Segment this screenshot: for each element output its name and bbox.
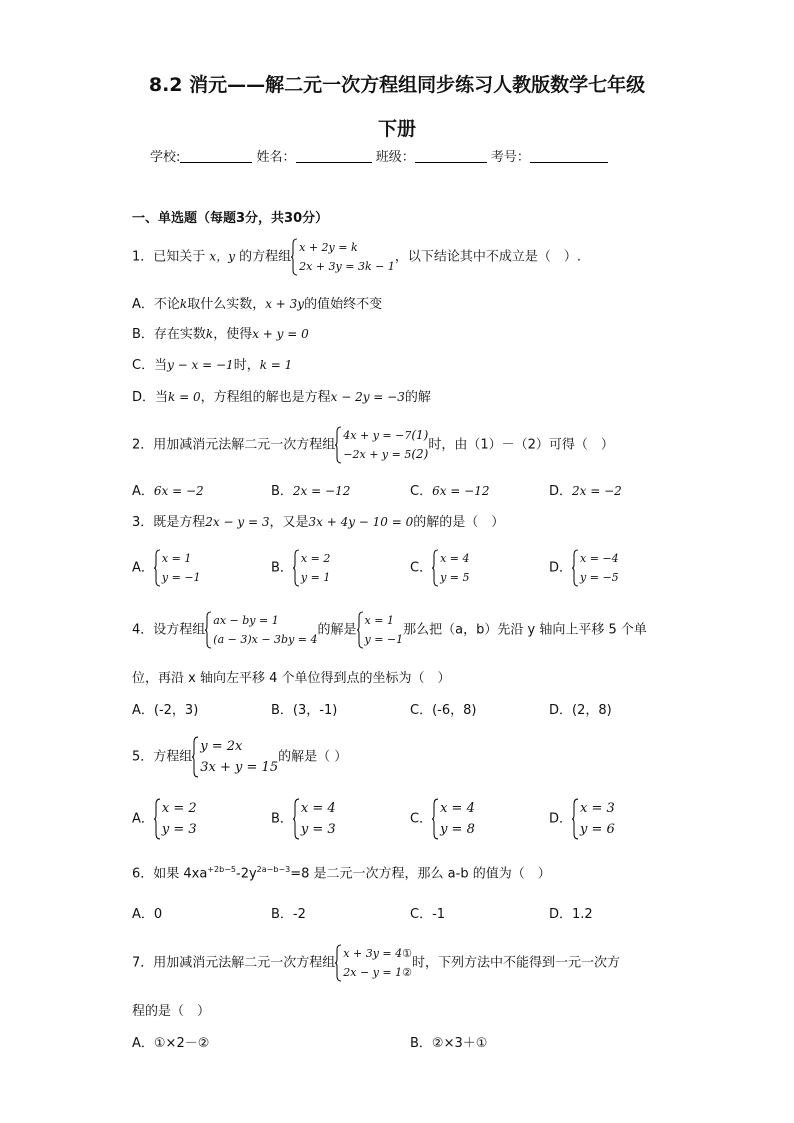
option-c[interactable]: C．-1 [410,907,446,922]
equation-system: x + 2y = k 2x + 3y = 3k − 1 [291,238,395,276]
student-info-row [150,146,608,165]
option-d[interactable]: D．当k = 0，方程组的解也是方程x − 2y = −3的解 [132,390,431,405]
question-7: 7．用加减消元法解二元一次方程组 x + 3y = 4① 2x − y = 1② 时，下列方法中不能得到一元一次方 [132,944,620,982]
class-field[interactable] [415,150,487,163]
number-label: 考号： [490,150,530,165]
option-c[interactable]: C．当y − x = −1时，k = 1 [132,358,293,373]
equation-system: 4x + y = −7(1) −2x + y = 5(2) [335,426,428,464]
question-2: 2．用加减消元法解二元一次方程组 4x + y = −7(1) −2x + y = 5(2) 时，由（1）－（2）可得（ ） [132,426,614,464]
option-c[interactable]: C． x = 4 y = 5 [410,549,470,587]
option-b[interactable]: B．存在实数k，使得x + y = 0 [132,327,309,342]
option-a[interactable]: A． x = 1 y = −1 [132,549,201,587]
question-5: 5．方程组 y = 2x 3x + y = 15 的解是（ ） [132,739,348,775]
option-d[interactable]: D． x = −4 y = −5 [549,549,619,587]
option-a[interactable]: A．(-2，3) [132,703,199,718]
school-label: 学校: [150,150,181,165]
option-d[interactable]: D．2x = −2 [549,484,622,499]
option-d[interactable]: D． x = 3 y = 6 [549,801,615,837]
option-d[interactable]: D．1.2 [549,907,593,922]
option-b[interactable]: B．②×3＋① [410,1036,488,1051]
option-b[interactable]: B．(3，-1) [271,703,338,718]
option-a[interactable]: A．不论k取什么实数，x + 3y的值始终不变 [132,297,383,312]
option-c[interactable]: C． x = 4 y = 8 [410,801,475,837]
school-field[interactable] [180,150,252,163]
section-heading: 一、单选题（每题3分，共30分） [132,211,329,226]
option-b[interactable]: B． x = 2 y = 1 [271,549,330,587]
option-a[interactable]: A．0 [132,907,163,922]
question-1: 1．已知关于 x，y 的方程组 x + 2y = k 2x + 3y = 3k − 1 ，以下结论其中不成立是（ ）. [132,238,581,276]
option-b[interactable]: B．2x = −12 [271,484,351,499]
question-4: 4．设方程组 ax − by = 1 (a − 3)x − 3by = 4 的解是 x = 1 y = −1 那么把（a，b）先沿 y 轴向上平移 5 个单 [132,611,647,649]
option-b[interactable]: B． x = 4 y = 3 [271,801,336,837]
option-d[interactable]: D．(2，8) [549,703,612,718]
number-field[interactable] [530,150,608,163]
question-6: 6．如果 $4xa^{+2b-5}-2y^{2a-b-3}=8$ 是二元一次方程，那么 a-b 的值为（ ） [132,865,551,882]
option-a[interactable]: A． x = 2 y = 3 [132,801,197,837]
class-label: 班级： [375,150,415,165]
question-4-line2: 位，再沿 x 轴向左平移 4 个单位得到点的坐标为（ ） [132,671,451,686]
name-label: 姓名： [256,150,296,165]
option-a[interactable]: A．①×2－② [132,1036,210,1051]
page-title: 8.2 消元——解二元一次方程组同步练习人教版数学七年级 [148,74,646,96]
question-3: 3．既是方程2x − y = 3，又是3x + 4y − 10 = 0的解的是（ ） [132,515,505,530]
page-title-line2: 下册 [377,118,416,140]
option-c[interactable]: C．(-6，8) [410,703,477,718]
name-field[interactable] [296,150,372,163]
question-7-line2: 程的是（ ） [132,1004,211,1019]
option-b[interactable]: B．-2 [271,907,306,922]
option-a[interactable]: A．6x = −2 [132,484,204,499]
option-c[interactable]: C．6x = −12 [410,484,490,499]
